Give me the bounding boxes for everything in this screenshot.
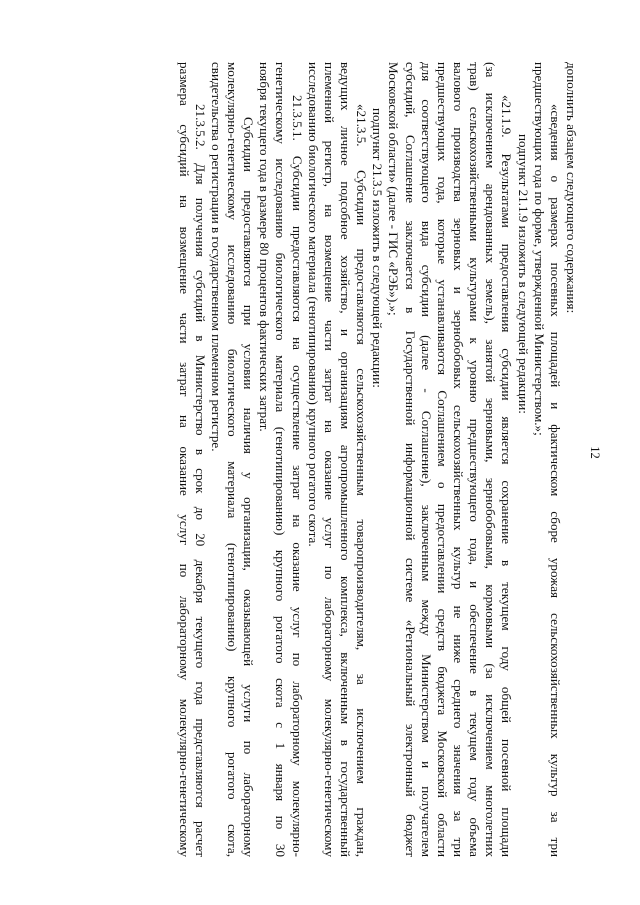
text-line: подпункт 21.1.9 изложить в следующей редакции: (515, 134, 531, 414)
text-line: предшествующих года, которые устанавливаются Соглашением о предоставлении средств бюджета Московской области (434, 62, 450, 857)
text-line: «21.3.5. Субсидии предоставляются сельскохозяйственным товаропроизводителям, за исключением граждан, (354, 104, 370, 857)
text-line: субсидий, Соглашение заключается в Государственной информационной системе «Региональный электронный бюджет (402, 62, 418, 857)
text-line: Московской области» (далее - ГИС «РЭБ»).»; (386, 62, 402, 316)
text-line: «21.1.9. Результатами предоставления субсидии является сохранение в текущем году общей посевной площади (499, 95, 515, 857)
text-line: трав) сельскохозяйственными культурами к уровню предшествующего года, и обеспечение в текущем году объема (467, 62, 483, 857)
text-line: Субсидии предоставляются при условии наличия у организации, оказывающей услуги по лабораторному (241, 117, 257, 857)
text-line: свидетельства о регистрации в государственном племенном регистре. (208, 62, 224, 452)
text-line: генетическому исследованию биологического материала (генотипированию) крупного рогатого скота с 1 января по 30 (273, 62, 289, 857)
text-line: ноября текущего года в размере 80 процентов фактических затрат. (257, 62, 273, 432)
text-line: 21.3.5.1. Субсидии предоставляются на осуществление затрат на оказание услуг по лабораторному молекулярно- (289, 95, 305, 857)
text-line: предшествующих года по форме, утвержденной Министерством.»; (531, 62, 547, 436)
text-line: валового производства зерновых и зернобобовых сельскохозяйственных культур не ниже среднего значения за три (451, 62, 467, 857)
text-line: размера субсидий на возмещение части затрат на оказание услуг по лабораторному молекулярно-генетическому (176, 62, 192, 857)
page-number: 12 (588, 446, 602, 459)
text-line: ведущих личное подсобное хозяйство, и организациям агропромышленного комплекса, включенным в государственный (338, 62, 354, 857)
document-body (175, 62, 579, 857)
text-line: 21.3.5.2. Для получения субсидий в Министерство в срок до 20 декабря текущего года представляются расчет (192, 104, 208, 857)
text-line: для соответствующего вида субсидии (далее - Соглашение), заключенным между Министерством и получателем (418, 62, 434, 857)
text-line: «сведения о размерах посевных площадей и фактическом сборе урожая сельскохозяйственных культур за три (547, 104, 563, 857)
text-line: (за исключением арендованных земель), занятой зерновыми, зернобобовыми, кормовыми (за исключением многолетних (483, 62, 499, 857)
text-line: племенной регистр, на возмещение части затрат на оказание услуг по лабораторному молекулярно-генетическому (321, 62, 337, 857)
text-line: подпункт 21.3.5 изложить в следующей редакции: (370, 108, 386, 388)
text-line: исследованию биологического материала (генотипированию) крупного рогатого скота. (305, 62, 321, 547)
text-line: дополнить абзацем следующего содержания: (564, 62, 579, 314)
text-line: молекулярно-генетическому исследованию биологического материала (генотипированию) крупного рогатого скота, (225, 62, 241, 857)
